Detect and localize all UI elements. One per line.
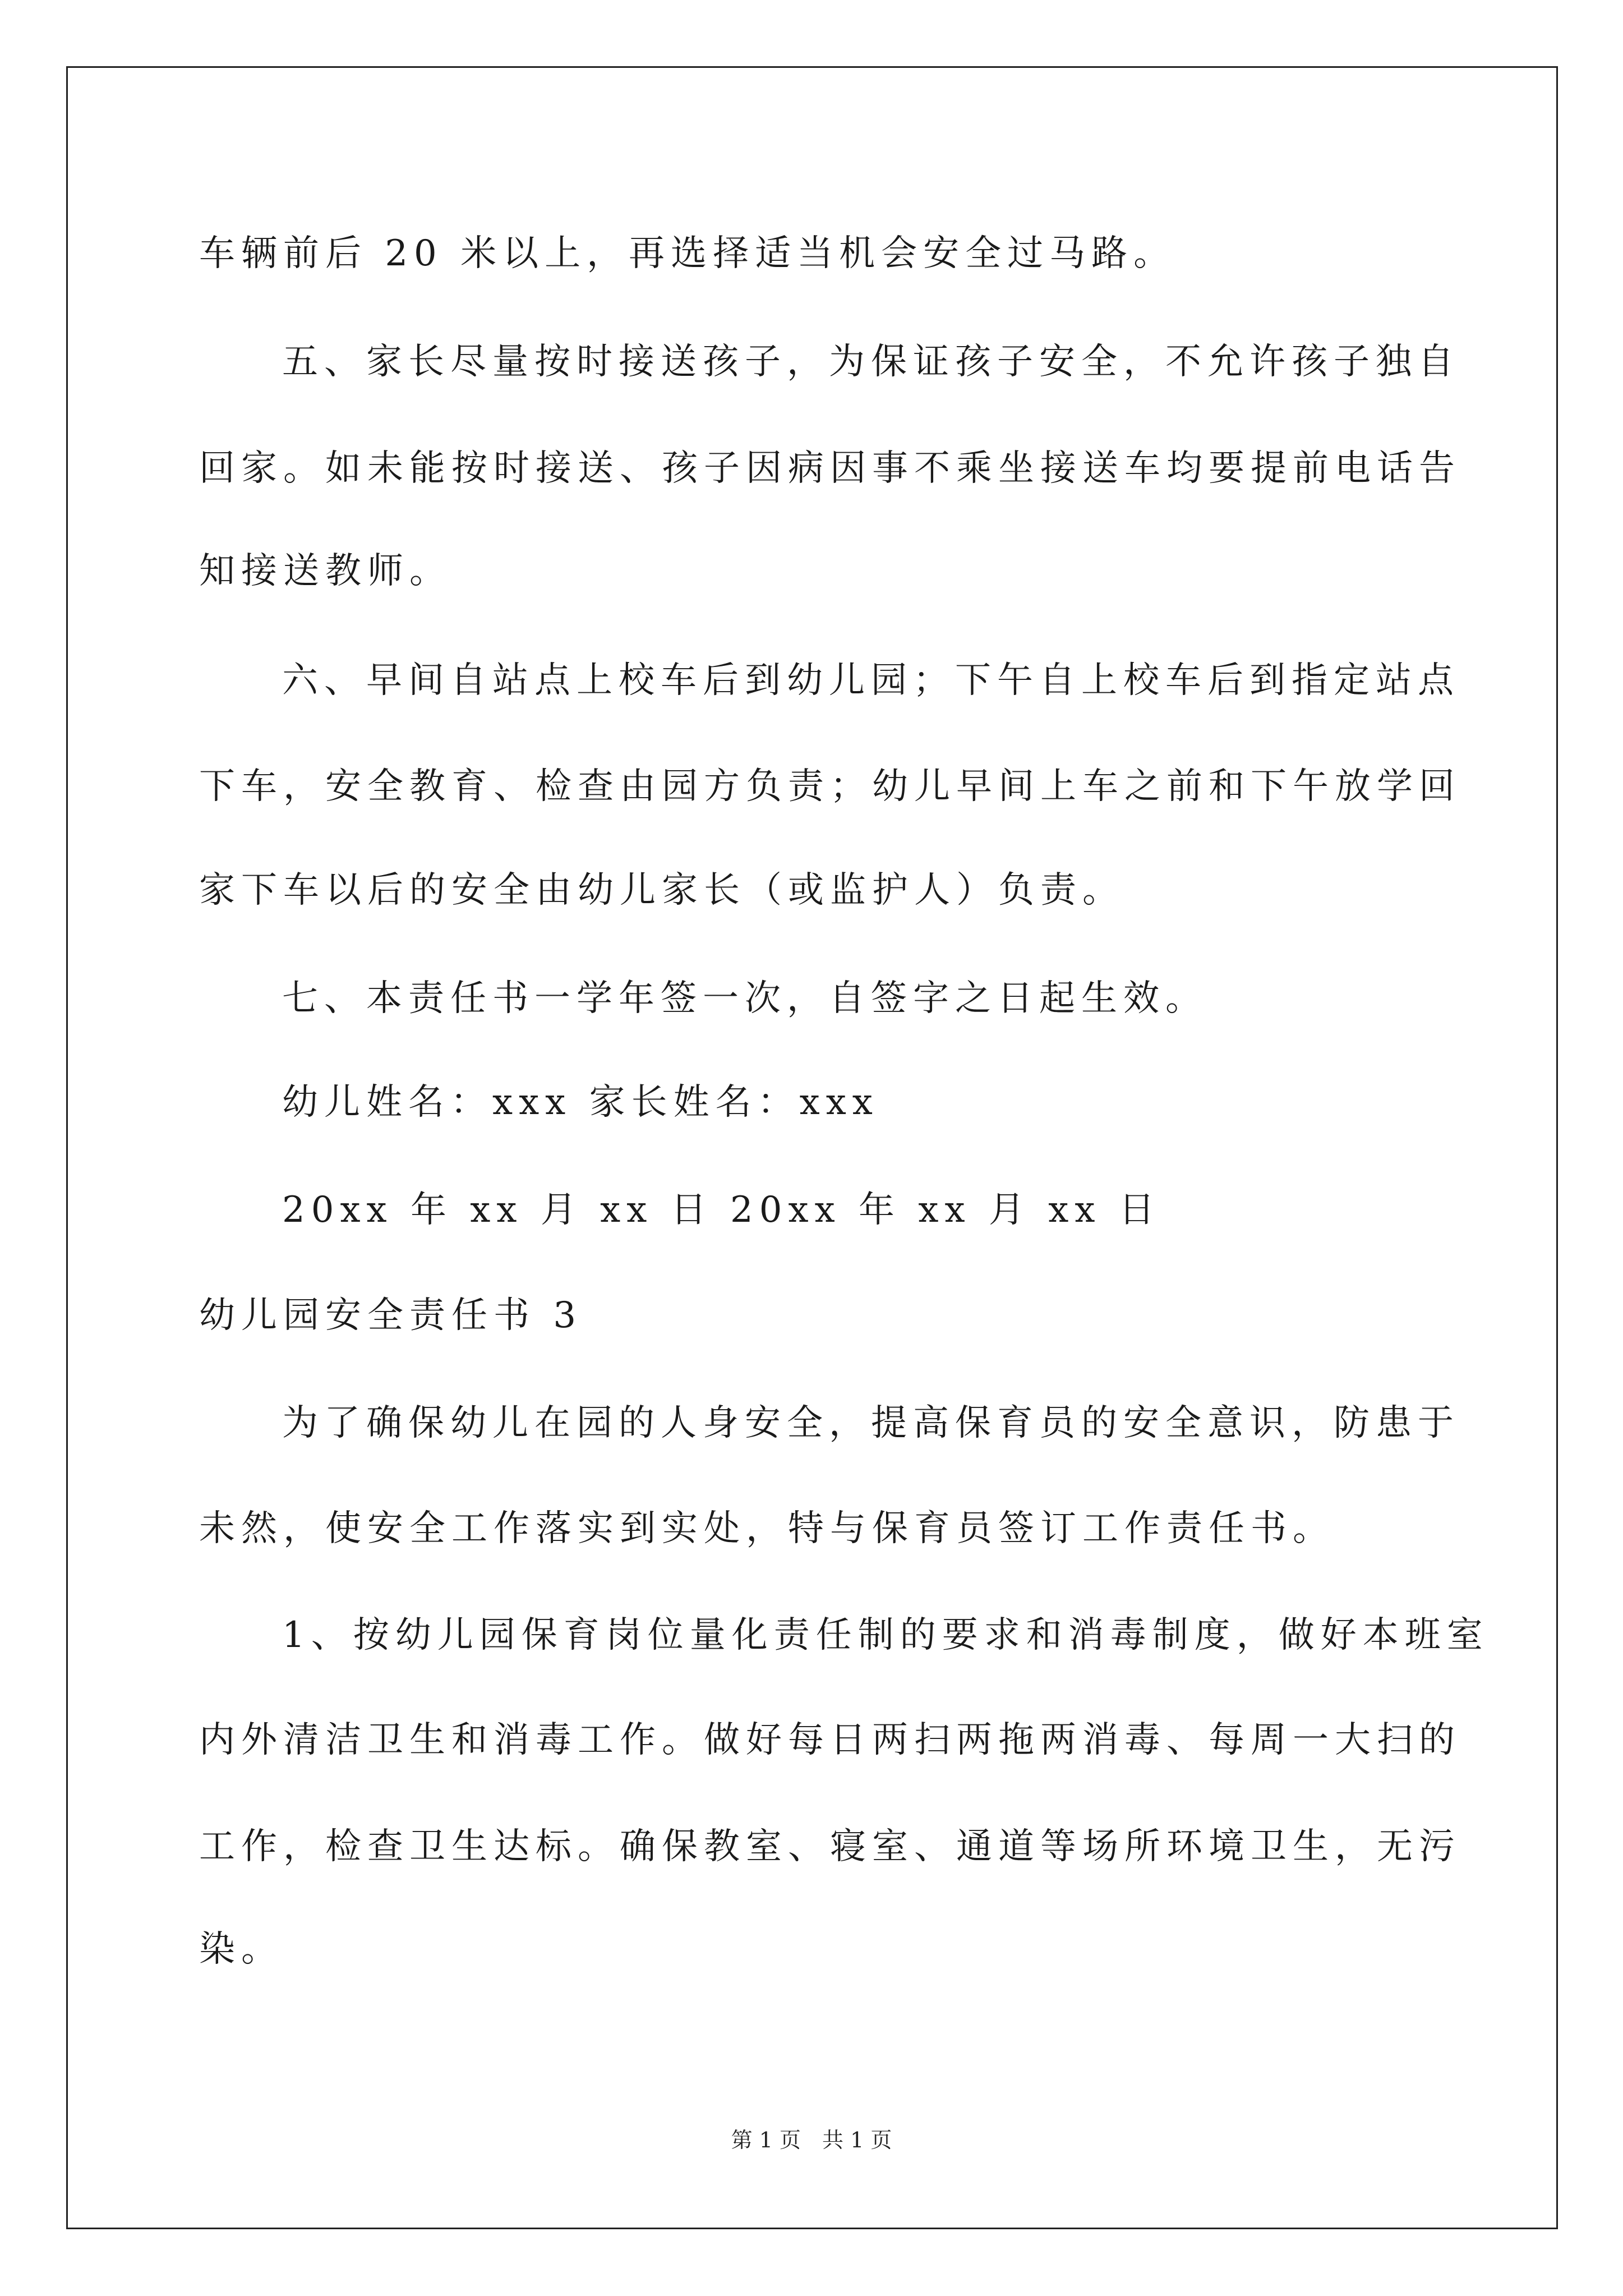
paragraph-6-line-2: 下车，安全教育、检查由园方负责；幼儿早间上车之前和下午放学回 xyxy=(199,766,1461,807)
paragraph-5-line-1: 五、家长尽量按时接送孩子，为保证孩子安全，不允许孩子独自 xyxy=(282,341,1460,383)
item-1-line-2: 内外清洁卫生和消毒工作。做好每日两扫两拖两消毒、每周一大扫的 xyxy=(199,1719,1461,1761)
page-footer: 第 1 页 共 1 页 xyxy=(731,2128,892,2152)
intro-paragraph-line-2: 未然，使安全工作落实到实处，特与保育员签订工作责任书。 xyxy=(199,1508,1335,1549)
paragraph-6-line-3: 家下车以后的安全由幼儿家长（或监护人）负责。 xyxy=(199,869,1124,911)
text-line: 车辆前后 20 米以上，再选择适当机会安全过马路。 xyxy=(199,233,1176,274)
paragraph-5-line-2: 回家。如未能按时接送、孩子因病因事不乘坐接送车均要提前电话告 xyxy=(199,448,1461,489)
page-border xyxy=(66,66,1558,2229)
section-title: 幼儿园安全责任书 3 xyxy=(199,1295,583,1336)
paragraph-7-line-1: 七、本责任书一学年签一次，自签字之日起生效。 xyxy=(282,978,1207,1019)
signature-names-line: 幼儿姓名：xxx 家长姓名：xxx xyxy=(282,1082,879,1123)
paragraph-5-line-3: 知接送教师。 xyxy=(199,550,451,592)
signature-dates-line: 20xx 年 xx 月 xx 日 20xx 年 xx 月 xx 日 xyxy=(282,1189,1161,1231)
item-1-line-3: 工作，检查卫生达标。确保教室、寝室、通道等场所环境卫生，无污 xyxy=(199,1826,1461,1867)
intro-paragraph-line-1: 为了确保幼儿在园的人身安全，提高保育员的安全意识，防患于 xyxy=(282,1402,1460,1444)
item-1-line-4: 染。 xyxy=(199,1929,283,1970)
paragraph-6-line-1: 六、早间自站点上校车后到幼儿园；下午自上校车后到指定站点 xyxy=(282,660,1460,701)
item-1-line-1: 1、按幼儿园保育岗位量化责任制的要求和消毒制度，做好本班室 xyxy=(282,1614,1489,1656)
